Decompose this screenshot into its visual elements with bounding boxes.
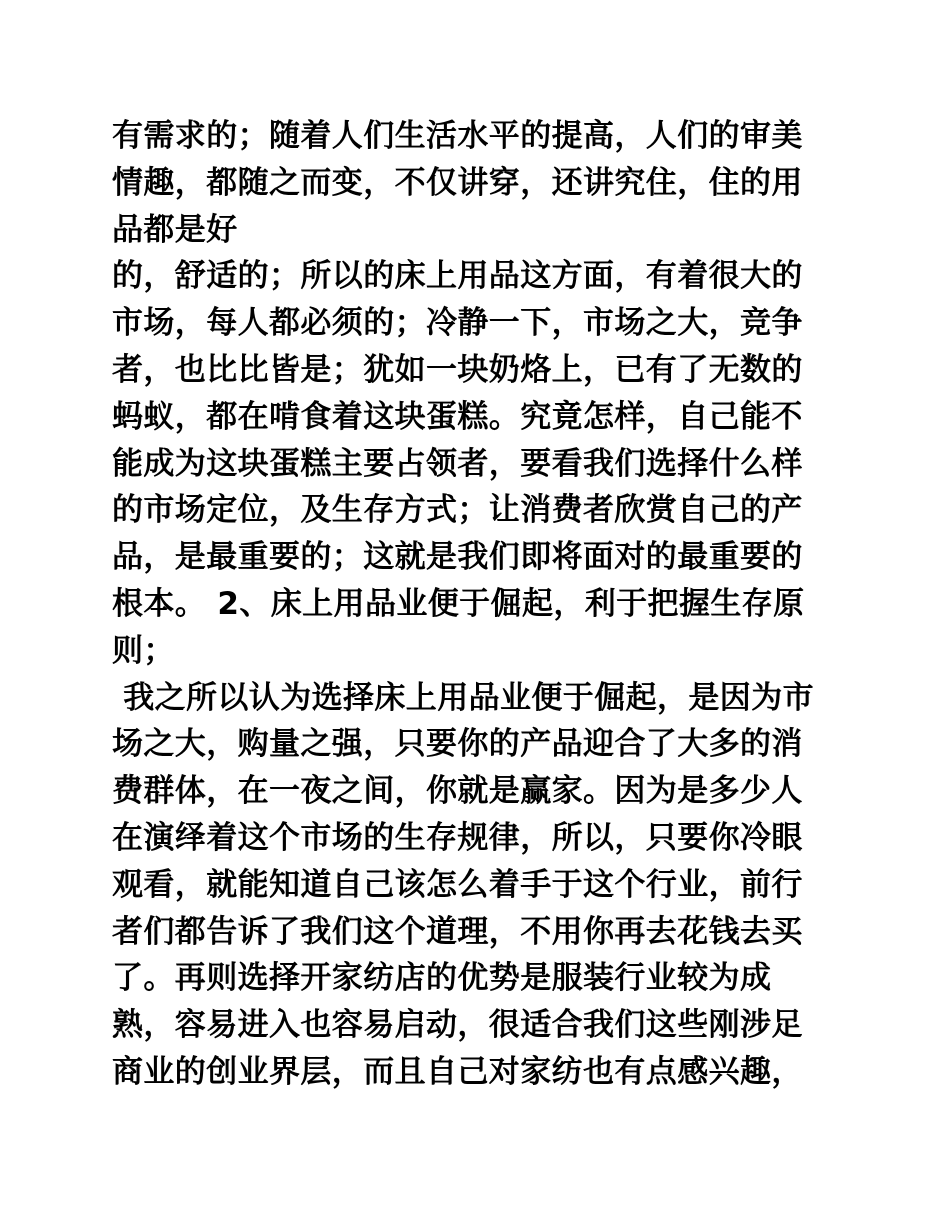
document-body [112,113,832,1096]
paragraph-1: 有需求的；随着人们生活水平的提高，人们的审美情趣，都随之而变，不仅讲穿，还讲究住，住的用品都是好 [112,118,803,248]
paragraph-3: 我之所以认为选择床上用品业便于倔起，是因为市场之大，购量之强，只要你的产品迎合了大多的消费群体，在一夜之间，你就是赢家。因为是多少人在演绎着这个市场的生存规律，所以，只要你冷眼观看，就能知道自己该怎么着手于这个行业，前行者们都告诉了我们这个道理，不用你再去花钱去买了。再则选择开家纺店的优势是服装行业较为成熟，容易进入也容易启动，很适合我们这些刚涉足商业的创业界层，而且自己对家纺也有点感兴趣， [112,679,815,1090]
paragraph-2: 的，舒适的；所以的床上用品这方面，有着很大的市场，每人都必须的；冷静一下，市场之大，竞争者，也比比皆是；犹如一块奶烙上，已有了无数的蚂蚁，都在啃食着这块蛋糕。究竟怎样，自己能不能成为这块蛋糕主要占领者，要看我们选择什么样的市场定位，及生存方式；让消费者欣赏自己的产品，是最重要的；这就是我们即将面对的最重要的根本。 2、床上用品业便于倔起，利于把握生存原则； [112,258,805,669]
